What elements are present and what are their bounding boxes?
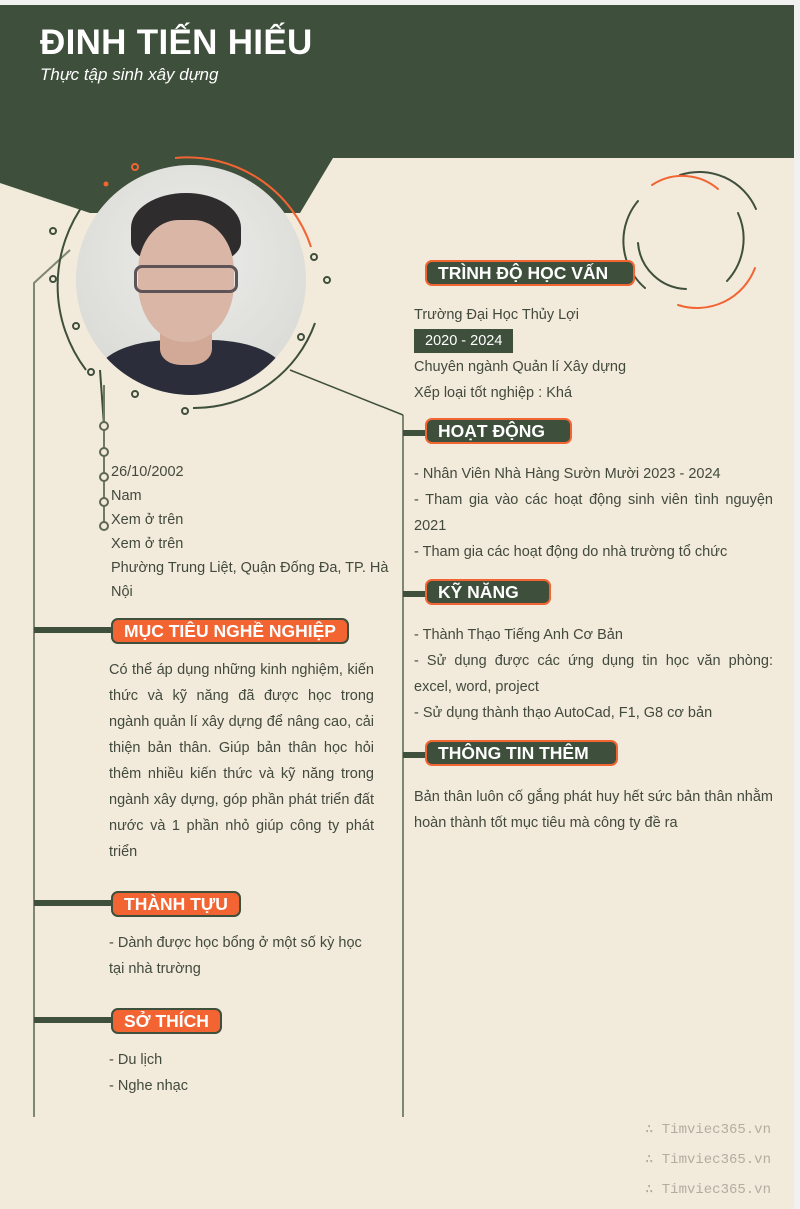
section-title-activities: HOẠT ĐỘNG — [425, 418, 572, 444]
activity-item: - Tham gia các hoạt động do nhà trường tổ chức — [414, 544, 728, 560]
section-title-achievements: THÀNH TỰU — [111, 891, 241, 917]
job-title: Thực tập sinh xây dựng — [40, 65, 219, 84]
skills-list — [414, 622, 773, 726]
section-connector — [34, 900, 114, 906]
address: Phường Trung Liệt, Quận Đống Đa, TP. Hà Nội — [111, 560, 389, 600]
hobby-item: - Nghe nhạc — [109, 1078, 188, 1094]
education-details — [414, 302, 774, 406]
activities-list — [414, 461, 773, 565]
career-objective-text: Có thể áp dụng những kinh nghiệm, kiến thức và kỹ năng đã được học trong ngành quản lí xây dựng để nâng cao, cải thiện bản thân. Giúp bản thân học hỏi thêm nhiều kiến thức và kỹ năng trong ngành xây dựng, góp phần phát triển đất nước và 1 phần nhỏ giúp công ty phát triển — [109, 662, 374, 860]
additional-info-text: Bản thân luôn cố gắng phát huy hết sức bản thân nhằm hoàn thành tốt mục tiêu mà công ty đề ra — [414, 789, 773, 831]
email: Xem ở trên — [111, 536, 184, 552]
watermark: ∴ Timviec365.vn — [644, 1152, 771, 1168]
watermark: ∴ Timviec365.vn — [644, 1182, 771, 1198]
gender: Nam — [111, 488, 142, 504]
skill-item: - Thành Thạo Tiếng Anh Cơ Bản — [414, 627, 623, 643]
section-connector — [34, 627, 114, 633]
section-title-skills: KỸ NĂNG — [425, 579, 551, 605]
avatar — [76, 165, 306, 395]
achievement-item: - Dành được học bổng ở một số kỳ học tại nhà trường — [109, 935, 362, 977]
section-title-career-objective: MỤC TIÊU NGHỀ NGHIỆP — [111, 618, 349, 644]
birthdate: 26/10/2002 — [111, 464, 184, 480]
section-title-hobbies: SỞ THÍCH — [111, 1008, 222, 1034]
phone: Xem ở trên — [111, 512, 184, 528]
section-title-additional-info: THÔNG TIN THÊM — [425, 740, 618, 766]
graduation-grade: Xếp loại tốt nghiệp : Khá — [414, 385, 573, 401]
activity-item: - Tham gia vào các hoạt động sinh viên tình nguyện 2021 — [414, 492, 773, 534]
section-title-education: TRÌNH ĐỘ HỌC VẤN — [425, 260, 635, 286]
watermark: ∴ Timviec365.vn — [644, 1122, 771, 1138]
hobby-item: - Du lịch — [109, 1052, 163, 1068]
school-name: Trường Đại Học Thủy Lợi — [414, 307, 579, 323]
major: Chuyên ngành Quản lí Xây dựng — [414, 359, 627, 375]
skill-item: - Sử dụng được các ứng dụng tin học văn phòng: excel, word, project — [414, 653, 773, 695]
education-years: 2020 - 2024 — [414, 329, 513, 353]
candidate-name: ĐINH TIẾN HIẾU — [40, 23, 313, 62]
skill-item: - Sử dụng thành thạo AutoCad, F1, G8 cơ bản — [414, 705, 713, 721]
personal-info — [111, 460, 396, 604]
cv-page — [0, 5, 794, 1209]
achievements-list — [109, 930, 379, 982]
activity-item: - Nhân Viên Nhà Hàng Sườn Mười 2023 - 2024 — [414, 466, 721, 482]
hobbies-list — [109, 1047, 379, 1099]
section-connector — [34, 1017, 114, 1023]
